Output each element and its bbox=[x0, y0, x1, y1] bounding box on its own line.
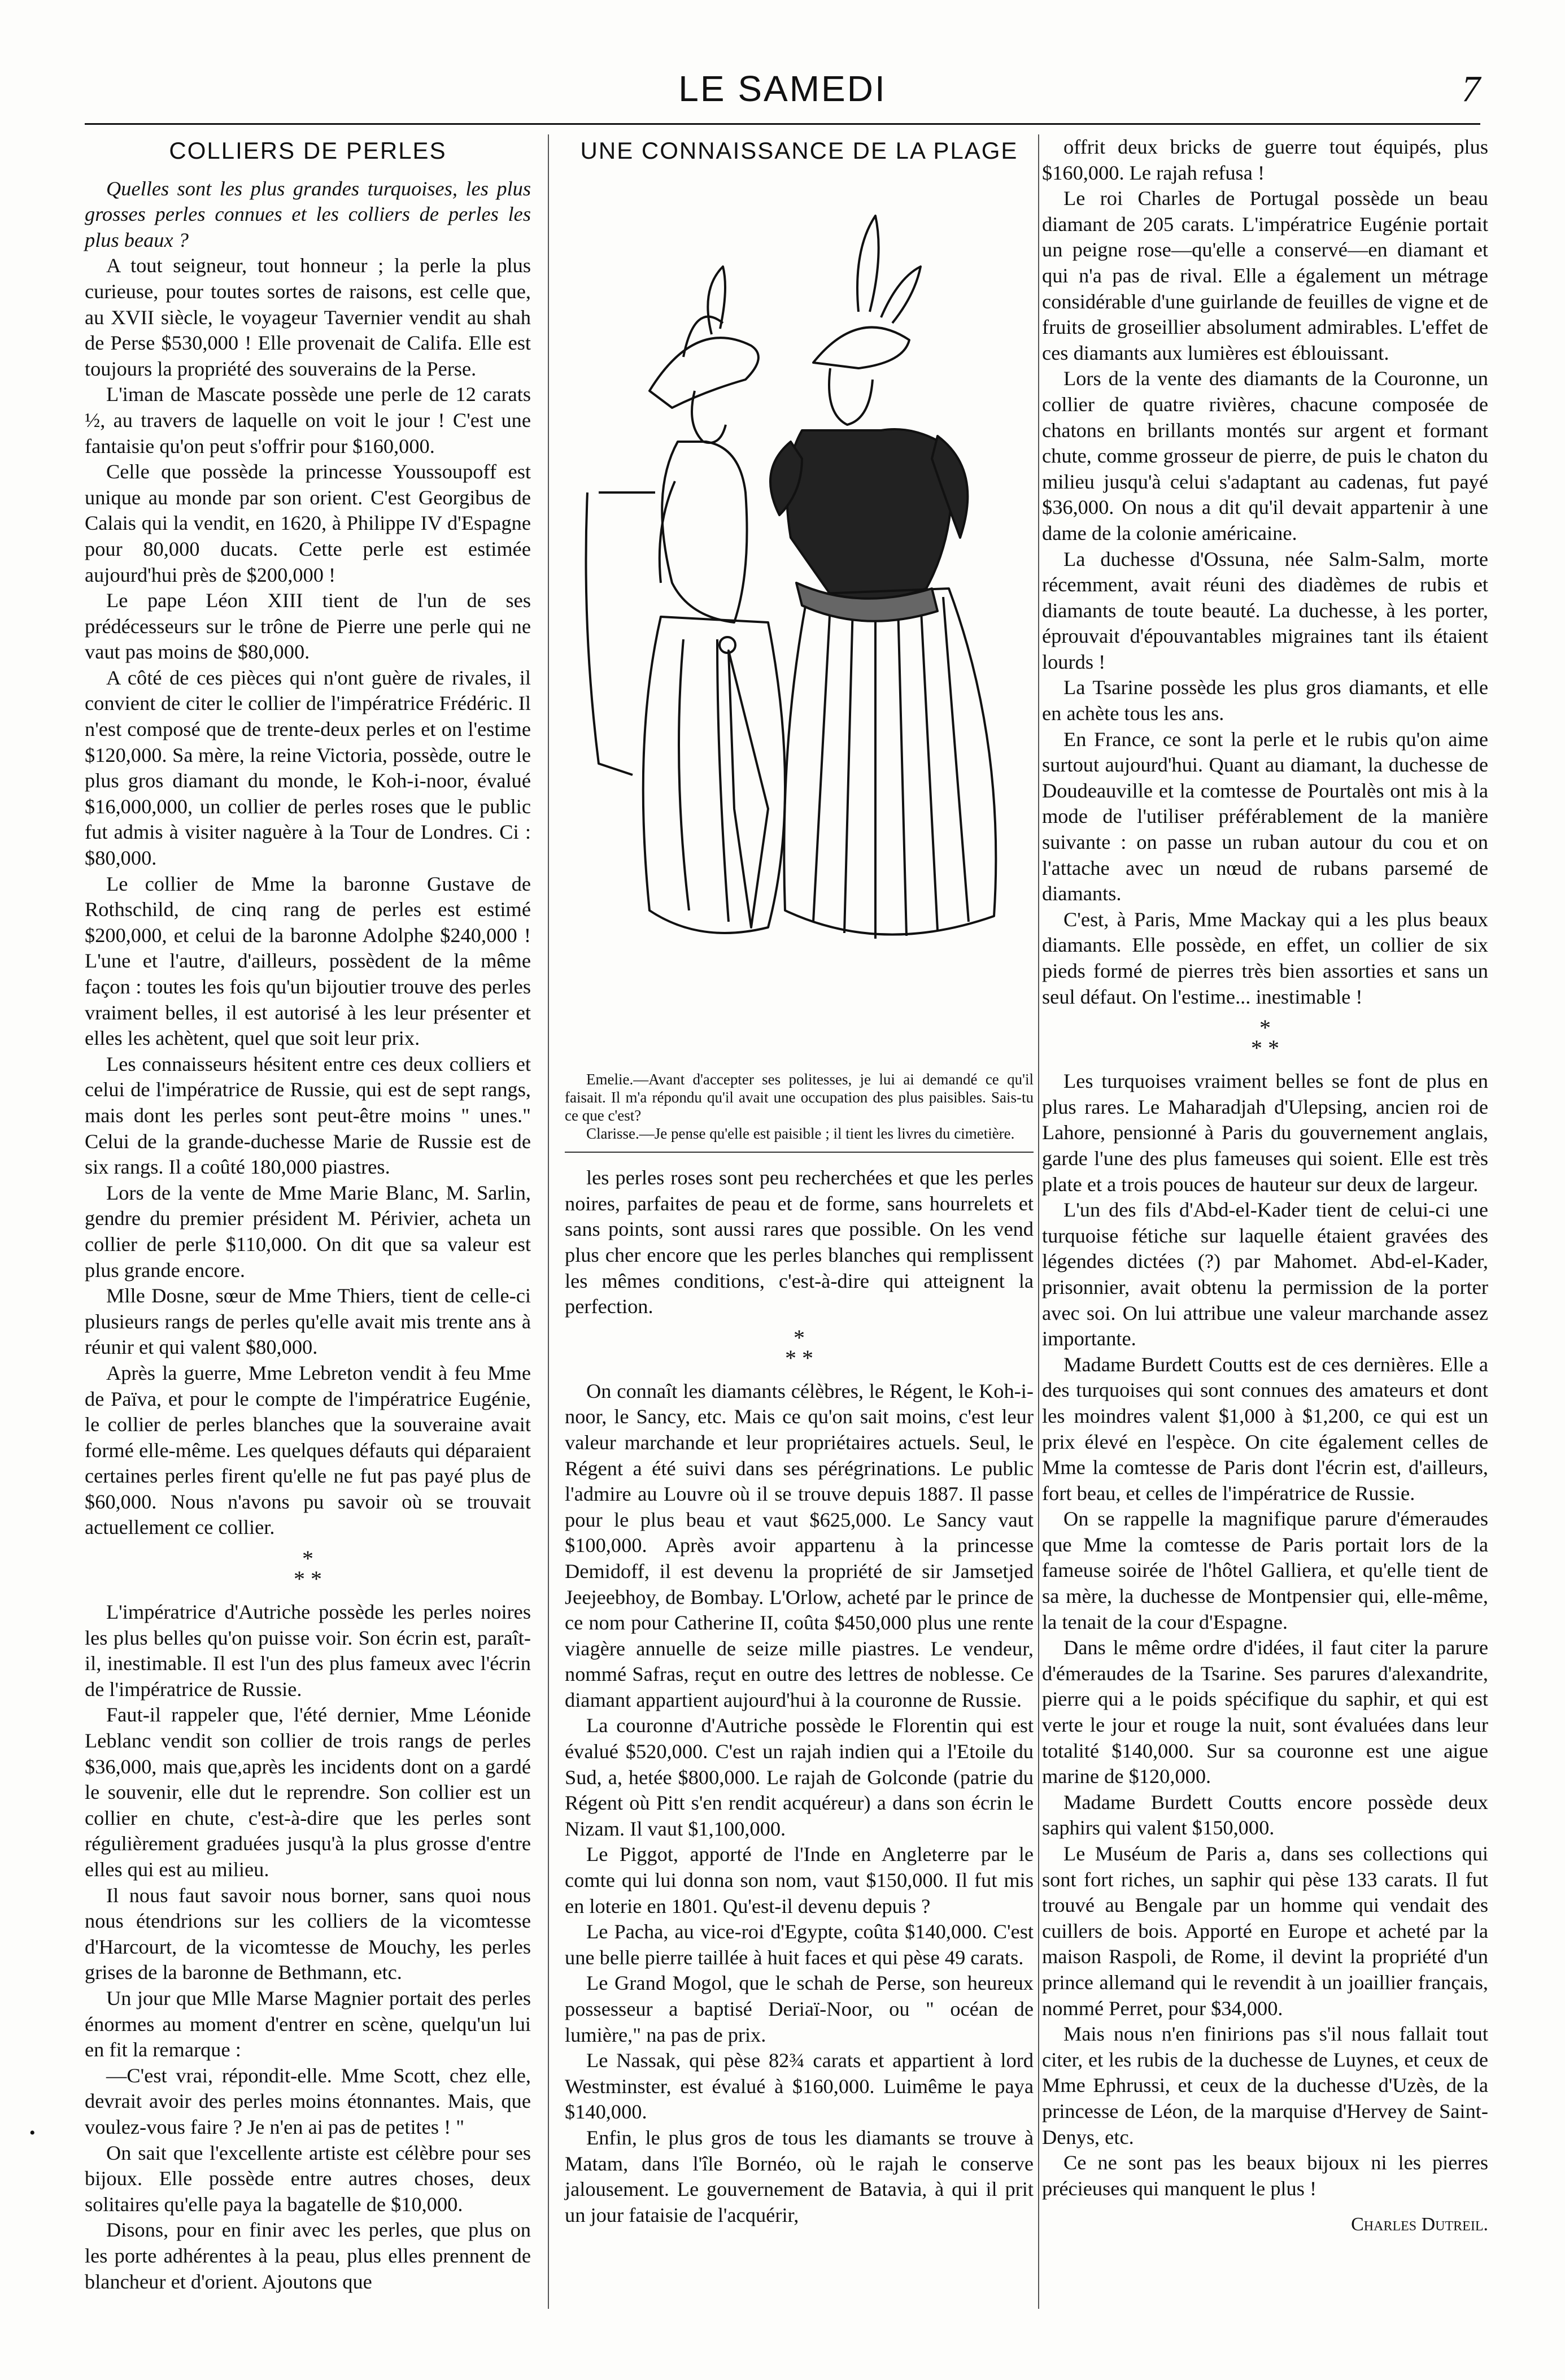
asterism-bottom: * * bbox=[785, 1345, 813, 1371]
paragraph: Le Piggot, apporté de l'Inde en Angleterre par le comte qui lui donna son nom, vaut $150,000. Il fut mis en loterie en 1801. Qu'est-il devenu depuis ? bbox=[565, 1843, 1034, 1917]
article-subtitle: Quelles sont les plus grandes turquoises, les plus grosses perles connues et les colliers de perles les plus beaux ? bbox=[85, 177, 531, 251]
margin-mark: • bbox=[29, 2124, 36, 2142]
paragraph: Madame Burdett Coutts est de ces dernières. Elle a des turquoises qui sont connues des amateurs et dont les moindres valent $1,000 à $1,200, ce qui est un prix élevé en l'espèce. On cite également celles de Mme la comtesse de Paris dont l'écrin est, d'ailleurs, fort beau, et celles de l'impératrice de Russie. bbox=[1042, 1353, 1488, 1505]
paragraph: La duchesse d'Ossuna, née Salm-Salm, morte récemment, avait réuni des diadèmes de rubis et diamants de toute beauté. La duchesse, à les porter, éprouvait d'épouvantables migraines tant ils étaient lourds ! bbox=[1042, 547, 1488, 673]
paragraph: les perles roses sont peu recherchées et que les perles noires, parfaites de peau et de forme, sans hourrelets et sans points, sont aussi rares que possible. On les vend plus cher encore que les perles blanches qui remplissent les mêmes conditions, c'est-à-dire qui atteignent la perfection. bbox=[565, 1166, 1034, 1318]
paragraph: On se rappelle la magnifique parure d'émeraudes que Mme la comtesse de Paris portait lors de la fameuse soirée de l'hôtel Galliera, et qu'elle tient de sa mère, la duchesse de Montpensier qui, elle-même, la tenait de la cour d'Espagne. bbox=[1042, 1507, 1488, 1633]
column-1-body bbox=[85, 253, 531, 1541]
paragraph: Madame Burdett Coutts encore possède deux saphirs qui valent $150,000. bbox=[1042, 1790, 1488, 1840]
paragraph: Mais nous n'en finirions pas s'il nous fallait tout citer, et les rubis de la duchesse de Luynes, et ceux de Mme Ephrussi, et ceux de la duchesse d'Uzès, de la princesse de Léon, de la marquise d'Hervey de Saint-Denys, etc. bbox=[1042, 2022, 1488, 2148]
column-1-body-continued bbox=[85, 1599, 531, 2295]
paragraph: La Tsarine possède les plus gros diamants, et elle en achète tous les ans. bbox=[1042, 676, 1488, 725]
column-divider bbox=[548, 134, 549, 2309]
paragraph: A tout seigneur, tout honneur ; la perle la plus curieuse, pour toutes sortes de raisons, est celle que, au XVII siècle, le voyageur Tavernier vendit au shah de Perse $530,000 ! Elle provenait de Califa. Elle est toujours la propriété des souverains de la Perse. bbox=[85, 254, 531, 380]
column-2 bbox=[565, 134, 1034, 2228]
paragraph: Le roi Charles de Portugal possède un beau diamant de 205 carats. L'impératrice Eugénie portait un peigne rose—qu'elle a conservé—en diamant et qui n'a pas de rival. Elle a également un métrage considérable d'une guirlande de feuilles de vigne et de fruits de groseillier absolument admirables. L'effet de ces diamants aux lumières est éblouissant. bbox=[1042, 187, 1488, 364]
asterism-divider bbox=[1042, 1015, 1488, 1061]
column-2-body-continued bbox=[565, 1379, 1034, 2229]
column-divider bbox=[1038, 134, 1039, 2309]
paragraph: Lors de la vente de Mme Marie Blanc, M. Sarlin, gendre du premier président M. Périvier, acheta un collier de perle $110,000. On dit que sa valeur est plus grande encore. bbox=[85, 1181, 531, 1281]
paragraph: Enfin, le plus gros de tous les diamants se trouve à Matam, dans l'île Bornéo, où le rajah le conserve jalousement. Le gouvernement de Batavia, à qui il prit un jour fataisie de l'acquérir, bbox=[565, 2126, 1034, 2226]
paragraph: C'est, à Paris, Mme Mackay qui a les plus beaux diamants. Elle possède, en effet, un collier de six pieds formé de pierres très bien assorties et sans un seul défaut. On l'estime... inestimable ! bbox=[1042, 908, 1488, 1008]
asterism-divider bbox=[565, 1324, 1034, 1371]
asterism-top: * bbox=[794, 1324, 805, 1350]
masthead bbox=[85, 68, 1480, 119]
paragraph: L'impératrice d'Autriche possède les perles noires les plus belles qu'on puisse voir. Son écrin est, paraît-il, inestimable. Il est l'un des plus fameux avec l'écrin de l'impératrice de Russie. bbox=[85, 1601, 531, 1701]
paragraph: Un jour que Mlle Marse Magnier portait des perles énormes au moment d'entrer en scène, quelqu'un lui en fit la remarque : bbox=[85, 1986, 531, 2061]
asterism-top: * bbox=[1259, 1015, 1271, 1041]
column-2-body bbox=[565, 1165, 1034, 1320]
paragraph: L'un des fils d'Abd-el-Kader tient de celui-ci une turquoise fétiche sur laquelle étaient gravées des légendes dictées (?) par Mahomet. Abd-el-Kader, prisonnier, avait obtenu la permission de la porter avec soi. On lui attribue une valeur marchande assez importante. bbox=[1042, 1198, 1488, 1350]
author-signature: Charles Dutreil. bbox=[1351, 2214, 1488, 2235]
paragraph: Ce ne sont pas les beaux bijoux ni les pierres précieuses qui manquent le plus ! bbox=[1042, 2151, 1488, 2200]
paragraph: On sait que l'excellente artiste est célèbre pour ses bijoux. Elle possède entre autres choses, deux solitaires qu'elle paya la bagatelle de $10,000. bbox=[85, 2141, 531, 2216]
paragraph: A côté de ces pièces qui n'ont guère de rivales, il convient de citer le collier de l'impératrice Frédéric. Il n'est composé que de trente-deux perles et on l'estime $120,000. Sa mère, la reine Victoria, possède, outre le plus gros diamant du monde, le Koh-i-noor, évalué $16,000,000, un collier de perles roses que le public fut admis à visiter naguère à la Tour de Londres. Ci : $80,000. bbox=[85, 666, 531, 870]
paragraph: Celle que possède la princesse Youssoupoff est unique au monde par son orient. C'est Georgibus de Calais qui la vendit, en 1620, à Philippe IV d'Espagne pour 80,000 ducats. Cette perle est estimée aujourd'hui près de $200,000 ! bbox=[85, 460, 531, 586]
paragraph: Faut-il rappeler que, l'été dernier, Mme Léonide Leblanc vendit son collier de trois rangs de perles $36,000, mais que,après les incidents dont on a gardé le souvenir, elle dut le reprendre. Son collier est un collier en chute, c'est-à-dire que les perles sont régulièrement graduées jusqu'à la plus grosse d'entre elles qui est au milieu. bbox=[85, 1703, 531, 1881]
paragraph: —C'est vrai, répondit-elle. Mme Scott, chez elle, devrait avoir des perles moins étonnantes. Mais, que voulez-vous faire ? Je n'en ai pas de petites ! " bbox=[85, 2064, 531, 2138]
paragraph: Lors de la vente des diamants de la Couronne, un collier de quatre rivières, chacune composée de chatons en brillants montés sur argent et formant chute, comme grosseur de pierre, de puis le chaton du milieu jusqu'à celui s'adaptant au cadenas, fut payé $36,000. On nous a dit qu'il devait appartenir à une dame de la colonie américaine. bbox=[1042, 367, 1488, 544]
paragraph: On connaît les diamants célèbres, le Régent, le Koh-i-noor, le Sancy, etc. Mais ce qu'on sait moins, c'est leur valeur marchande et leur propriétaires actuels. Seul, le Régent a été suivi dans ses pérégrinations. Le public l'admire au Louvre où il se trouve depuis 1887. Il passe pour le plus beau et vaut $625,000. Le Sancy vaut $100,000. Après avoir appartenu à la princesse Demidoff, il est devenu la propriété de sir Jamsetjed Jeejeebhoy, de Bombay. L'Orlow, acheté par le prince de ce nom pour Catherine II, coûta $450,000 plus une rente viagère annuelle de seize mille piastres. Le vendeur, nommé Safras, reçut en outre des lettres de noblesse. Ce diamant appartient aujourd'hui à la couronne de Russie. bbox=[565, 1379, 1034, 1711]
paragraph: Le pape Léon XIII tient de l'un de ses prédécesseurs sur le trône de Pierre une perle qui ne vaut pas moins de $80,000. bbox=[85, 589, 531, 664]
asterism-bottom: * * bbox=[294, 1566, 322, 1592]
paragraph: offrit deux bricks de guerre tout équipés, plus $160,000. Le rajah refusa ! bbox=[1042, 136, 1488, 184]
paragraph: Le Pacha, au vice-roi d'Egypte, coûta $140,000. C'est une belle pierre taillée à huit faces et qui pèse 49 carats. bbox=[565, 1920, 1034, 1969]
asterism-bottom: * * bbox=[1251, 1035, 1279, 1061]
paragraph: Les connaisseurs hésitent entre ces deux colliers et celui de l'impératrice de Russie, qui est de sept rangs, mais dont les perles sont peut-être moins " unes." Celui de la grande-duchesse Marie de Russie est de six rangs. Il a coûté 180,000 piastres. bbox=[85, 1052, 531, 1179]
article-title-colliers: COLLIERS DE PERLES bbox=[169, 137, 447, 164]
paragraph: Le Nassak, qui pèse 82¾ carats et appartient à lord Westminster, est évalué à $160,000. Luimême le paya $140,000. bbox=[565, 2049, 1034, 2124]
paragraph: Il nous faut savoir nous borner, sans quoi nous nous étendrions sur les colliers de la vicomtesse d'Harcourt, de la vicomtesse de Mouchy, les perles grises de la baronne de Bethmann, etc. bbox=[85, 1884, 531, 1984]
column-3 bbox=[1042, 134, 1488, 2238]
paragraph: Le Muséum de Paris a, dans ses collections qui sont fort riches, un saphir qui pèse 133 carats. Il fut trouvé au Bengale par un homme qui vendait des cuillers de bois. Apporté en Europe et acheté par la maison Raspoli, de Rome, il devint la propriété d'un prince allemand qui le revendit à un joaillier français, nommé Perret, pour $34,000. bbox=[1042, 1842, 1488, 2020]
paragraph: Disons, pour en finir avec les perles, que plus on les porte adhérentes à la peau, plus elles prennent de blancheur et d'orient. Ajoutons que bbox=[85, 2218, 531, 2293]
cartoon-title: UNE CONNAISSANCE DE LA PLAGE bbox=[580, 137, 1018, 164]
page-number: 7 bbox=[1462, 68, 1480, 110]
asterism-top: * bbox=[302, 1546, 313, 1572]
paragraph: Mlle Dosne, sœur de Mme Thiers, tient de celle-ci plusieurs rangs de perles qu'elle avait mis trente ans à réunir et qui valent $80,000. bbox=[85, 1284, 531, 1359]
column-1 bbox=[85, 134, 531, 2295]
paragraph: Le Grand Mogol, que le schah de Perse, son heureux possesseur a baptisé Deriaï-Noor, ou " océan de lumière," na pas de prix. bbox=[565, 1972, 1034, 2046]
column-3-body bbox=[1042, 134, 1488, 1010]
paragraph: La couronne d'Autriche possède le Florentin qui est évalué $520,000. C'est un rajah indien qui a l'Etoile du Sud, a, hetée $800,000. Le rajah de Golconde (patrie du Régent où Pitt s'en rendit acquéreur) a dans son écrin le Nizam. Il vaut $1,100,000. bbox=[565, 1714, 1034, 1840]
paragraph: En France, ce sont la perle et le rubis qu'on aime surtout aujourd'hui. Quant au diamant, la duchesse de Doudeauville et la comtesse de Pourtalès ont mis à la mode de l'utiliser préférablement de la manière suivante : on passe un ruban autour du cou et on l'attache avec un nœud de rubans parsemé de diamants. bbox=[1042, 727, 1488, 905]
masthead-title: LE SAMEDI bbox=[678, 68, 887, 109]
cartoon-caption bbox=[565, 1070, 1034, 1153]
paragraph: L'iman de Mascate possède une perle de 12 carats ½, au travers de laquelle on voit le jour ! C'est une fantaisie qu'on peut s'offrir pour $160,000. bbox=[85, 383, 531, 457]
cartoon-illustration-two-women bbox=[565, 176, 1034, 1057]
asterism-divider bbox=[85, 1546, 531, 1592]
paragraph: Les turquoises vraiment belles se font de plus en plus rares. Le Maharadjah d'Ulepsing, ancien roi de Lahore, pensionné à Paris du gouvernement anglais, garde l'une des plus fameuses qui soient. Elle est très plate et a trois pouces de hauteur sur deux de largeur. bbox=[1042, 1070, 1488, 1196]
paragraph: Après la guerre, Mme Lebreton vendit à feu Mme de Païva, et pour le compte de l'impératrice Eugénie, le collier de perles blanches que la souveraine avait formé elle-même. Les quelques défauts qui déparaient certaines perles firent qu'elle ne fut pas payé plus de $60,000. Nous n'avons pu savoir où se trouvait actuellement ce collier. bbox=[85, 1361, 531, 1539]
paragraph: Le collier de Mme la baronne Gustave de Rothschild, de cinq rang de perles est estimé $200,000, et celui de la baronne Adolphe $240,000 ! L'une et l'autre, d'ailleurs, possèdent de la même façon : toutes les fois qu'un bijoutier trouve des perles vraiment belles, il est autorisé à les leur présenter et elles les achètent, quel que soit leur prix. bbox=[85, 872, 531, 1050]
masthead-rule bbox=[85, 123, 1480, 125]
paragraph: Dans le même ordre d'idées, il faut citer la parure d'émeraudes de la Tsarine. Ses parures d'alexandrite, pierre qui a le poids spécifique du saphir, et qui est verte le jour et rouge la nuit, sont évaluées dans leur totalité $140,000. Sur sa couronne est une aigue marine de $120,000. bbox=[1042, 1636, 1488, 1788]
caption-line-emelie: Emelie.—Avant d'accepter ses politesses, je lui ai demandé ce qu'il faisait. Il m'a répondu qu'il avait une occupation des plus paisibles. Sais-tu ce que c'est? bbox=[565, 1071, 1034, 1124]
caption-line-clarisse: Clarisse.—Je pense qu'elle est paisible ; il tient les livres du cimetière. bbox=[586, 1125, 1015, 1143]
column-3-body-continued bbox=[1042, 1069, 1488, 2202]
